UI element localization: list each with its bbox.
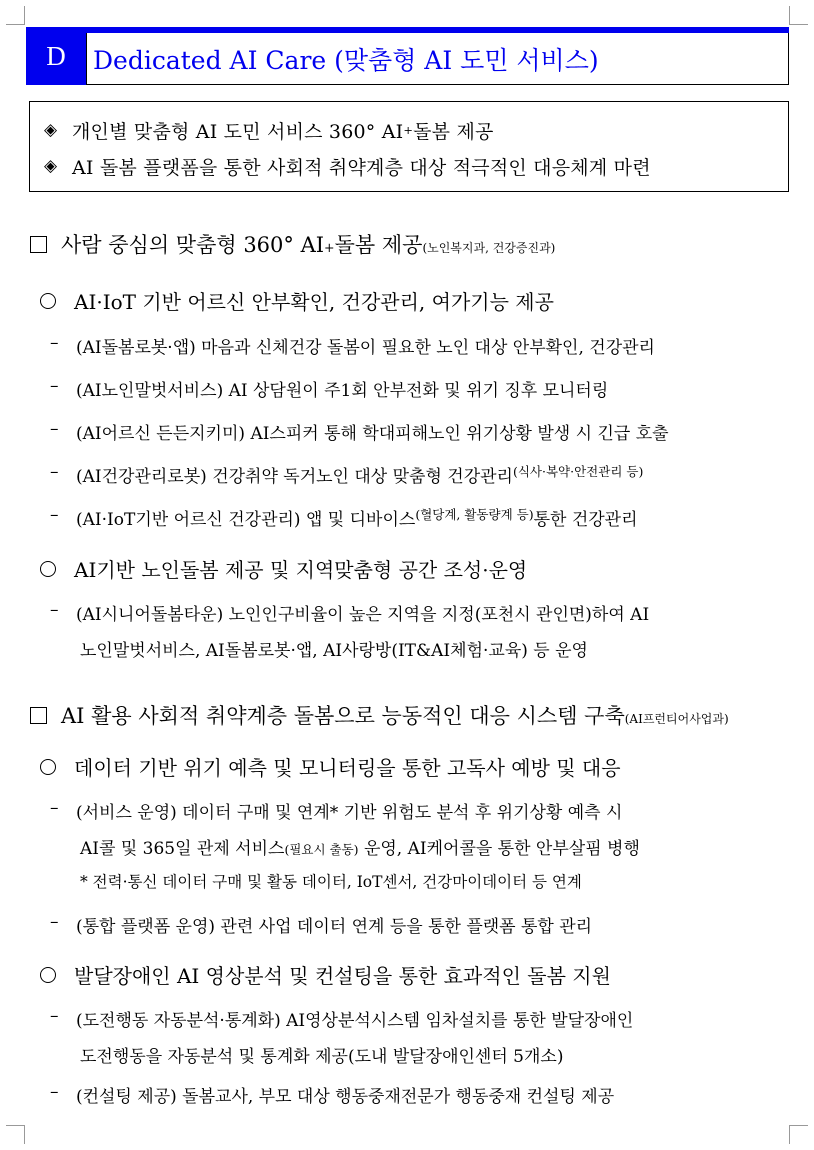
- item-text: AI콜 및 365일 관제 서비스: [80, 839, 285, 859]
- subsection-heading: [40, 554, 527, 583]
- dash-bullet-icon: –: [50, 912, 59, 932]
- circle-bullet-icon: [40, 967, 56, 983]
- item-text: (AI·IoT기반 어르신 건강관리) 앱 및 디바이스: [76, 510, 416, 530]
- item-note: (필요시 출동): [284, 842, 359, 857]
- item-note: (식사·복약·안전관리 등): [512, 464, 644, 479]
- item-text: (AI돌봄로봇·앱) 마음과 신체건강 돌봄이 필요한 노인 대상 안부확인, 건강관리: [76, 338, 655, 358]
- subsection-title: 데이터 기반 위기 예측 및 모니터링을 통한 고독사 예방 및 대응: [74, 756, 621, 780]
- footnote: * 전력·통신 데이터 구매 및 활동 데이터, IoT센서, 건강마이데이터 등 연계: [80, 873, 582, 891]
- item-text-tail: 운영, AI케어콜을 통한 안부살핌 병행: [358, 839, 640, 859]
- department-note: (노인복지과, 건강증진과): [422, 241, 556, 255]
- subsection-title: 발달장애인 AI 영상분석 및 컨설팅을 통한 효과적인 돌봄 지원: [74, 964, 611, 988]
- subsection-heading: [40, 960, 611, 989]
- heading-text-tail: 돌봄 제공: [334, 233, 423, 257]
- dash-bullet-icon: –: [50, 419, 59, 439]
- crop-mark-bottom-left: [6, 1125, 25, 1144]
- list-item: [50, 505, 638, 530]
- item-text: (서비스 운영) 데이터 구매 및 연계* 기반 위험도 분석 후 위기상황 예측 시: [76, 803, 623, 823]
- dash-bullet-icon: –: [50, 1006, 59, 1026]
- item-text: (AI시니어돌봄타운) 노인인구비율이 높은 지역을 지정(포천시 관인면)하여 AI: [76, 605, 650, 625]
- crop-mark-bottom-right: [789, 1125, 808, 1144]
- dash-bullet-icon: –: [50, 600, 59, 620]
- list-item: [50, 419, 669, 444]
- list-item: [50, 333, 655, 358]
- checkbox-square-icon: [30, 707, 47, 724]
- section-letter: D: [26, 27, 86, 85]
- dash-bullet-icon: –: [50, 462, 59, 482]
- item-text: (도전행동 자동분석·통계화) AI영상분석시스템 임차설치를 통한 발달장애인: [76, 1011, 634, 1031]
- subsection-heading: [40, 752, 621, 781]
- department-note: (AI프런티어사업과): [624, 712, 729, 726]
- item-text: (AI건강관리로봇) 건강취약 독거노인 대상 맞춤형 건강관리: [76, 467, 513, 487]
- list-item: [50, 462, 643, 487]
- list-item: [50, 1006, 633, 1031]
- crop-mark-top-left: [6, 6, 25, 25]
- crop-mark-top-right: [789, 6, 808, 25]
- list-item: [50, 376, 608, 401]
- section-heading: 사람 중심의 맞춤형 360° AI + 돌봄 제공 (노인복지과, 건강증진과): [30, 229, 555, 259]
- circle-bullet-icon: [40, 561, 56, 577]
- list-item-continuation: 노인말벗서비스, AI돌봄로봇·앱, AI사랑방(IT&AI체험·교육) 등 운영: [80, 641, 588, 661]
- item-text: (컨설팅 제공) 돌봄교사, 부모 대상 행동중재전문가 행동중재 컨설팅 제공: [76, 1087, 615, 1107]
- dash-bullet-icon: –: [50, 798, 59, 818]
- subsection-title: AI·IoT 기반 어르신 안부확인, 건강관리, 여가기능 제공: [74, 290, 554, 314]
- summary-text-tail: 돌봄 제공: [413, 120, 494, 143]
- section-header: [26, 27, 789, 85]
- diamond-bullet-icon: ◈: [44, 156, 58, 176]
- subsection-heading: [40, 286, 554, 315]
- item-note: (혈당계, 활동량계 등): [415, 507, 534, 522]
- section-heading: [30, 700, 729, 730]
- summary-box: [29, 101, 789, 192]
- list-item-continuation: 도전행동을 자동분석 및 통계화 제공(도내 발달장애인센터 5개소): [80, 1047, 564, 1067]
- summary-text: 개인별 맞춤형 AI 도민 서비스 360° AI: [72, 120, 404, 143]
- list-item: [50, 912, 592, 937]
- item-text: (통합 플랫폼 운영) 관련 사업 데이터 연계 등을 통한 플랫폼 통합 관리: [76, 917, 593, 937]
- circle-bullet-icon: [40, 759, 56, 775]
- heading-text: 사람 중심의 맞춤형 360° AI: [61, 233, 325, 257]
- dash-bullet-icon: –: [50, 333, 59, 353]
- summary-item: ◈ 개인별 맞춤형 AI 도민 서비스 360° AI + 돌봄 제공: [44, 112, 788, 148]
- item-text: (AI노인말벗서비스) AI 상담원이 주1회 안부전화 및 위기 징후 모니터링: [76, 381, 609, 401]
- summary-item: [44, 148, 788, 184]
- item-text-tail: 통한 건강관리: [533, 510, 638, 530]
- list-item: [50, 600, 649, 625]
- diamond-bullet-icon: ◈: [44, 120, 58, 140]
- dash-bullet-icon: –: [50, 1082, 59, 1102]
- dash-bullet-icon: –: [50, 505, 59, 525]
- heading-text: AI 활용 사회적 취약계층 돌봄으로 능동적인 대응 시스템 구축: [61, 704, 625, 728]
- list-item: [50, 1082, 614, 1107]
- circle-bullet-icon: [40, 293, 56, 309]
- dash-bullet-icon: –: [50, 376, 59, 396]
- checkbox-square-icon: [30, 236, 47, 253]
- subsection-title: AI기반 노인돌봄 제공 및 지역맞춤형 공간 조성·운영: [74, 558, 528, 582]
- section-title: Dedicated AI Care (맞춤형 AI 도민 서비스): [86, 33, 789, 85]
- list-item: [50, 798, 622, 823]
- item-text: (AI어르신 든든지키미) AI스피커 통해 학대피해노인 위기상황 발생 시 긴급 호출: [76, 424, 669, 444]
- list-item-continuation: [80, 834, 640, 859]
- summary-text: AI 돌봄 플랫폼을 통한 사회적 취약계층 대상 적극적인 대응체계 마련: [72, 156, 651, 179]
